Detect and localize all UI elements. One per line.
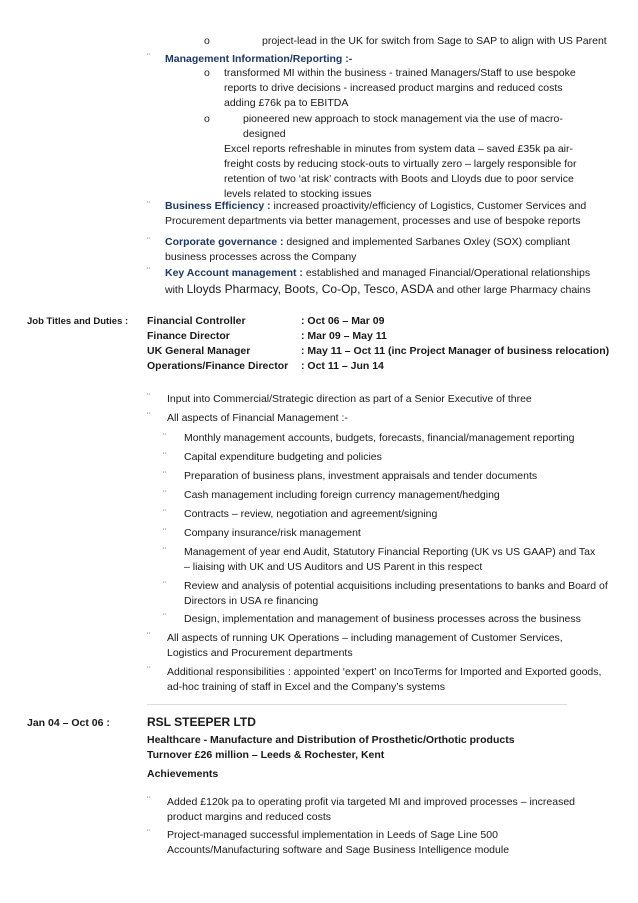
- role-dates: : May 11 – Oct 11 (inc Project Manager of business relocation): [301, 345, 610, 357]
- bullet-icon: ¨: [147, 631, 150, 641]
- section-divider: [147, 704, 567, 705]
- duty-4: Additional responsibilities : appointed ‘expert’ on IncoTerms for Imported and Exported goods, ad-hoc training of staff in Excel and the Company’s systems: [167, 666, 602, 693]
- rsl-company: RSL STEEPER LTD: [147, 715, 256, 729]
- bullet-icon: ¨: [163, 508, 166, 518]
- bullet-icon: ¨: [147, 200, 150, 210]
- mi-item-1: transformed MI within the business - trained Managers/Staff to use bespoke reports to drive decisions - increased product margins and reduced costs adding £76k pa to EBITDA: [224, 67, 576, 109]
- fin-item: Company insurance/risk management: [184, 527, 361, 539]
- sap-item: project-lead in the UK for switch from Sage to SAP to align with US Parent: [262, 35, 607, 47]
- fin-item: Design, implementation and management of business processes across the business: [184, 613, 581, 625]
- bullet-icon: ¨: [147, 665, 150, 675]
- role-title: Operations/Finance Director: [147, 360, 289, 372]
- bullet-icon: ¨: [147, 828, 150, 838]
- key-account-line-1: [165, 266, 590, 281]
- sub-bullet-o: o: [204, 113, 210, 125]
- duty-2: All aspects of Financial Management :-: [167, 412, 348, 424]
- role-dates: : Oct 11 – Jun 14: [301, 360, 384, 372]
- bullet-icon: ¨: [147, 266, 150, 276]
- cg-label: Corporate governance :: [165, 236, 284, 248]
- be-label: Business Efficiency :: [165, 200, 271, 212]
- bullet-icon: ¨: [147, 795, 150, 805]
- ka-text2-pre: with: [165, 284, 187, 296]
- mi-heading: Management Information/Reporting :-: [165, 53, 353, 65]
- be-text: increased proactivity/efficiency of Logistics, Customer Services and Procurement departments via better management, processes and use of bespoke reports: [165, 200, 587, 227]
- ka-text2-names: Lloyds Pharmacy, Boots, Co-Op, Tesco, ASDA: [186, 282, 434, 296]
- mi-item-2: pioneered new approach to stock management via the use of macro-designed: [243, 113, 563, 140]
- role-dates: : Oct 06 – Mar 09: [301, 315, 385, 327]
- sub-bullet-o: o: [204, 35, 210, 47]
- bullet-icon: ¨: [163, 451, 166, 461]
- bullet-icon: ¨: [147, 52, 150, 62]
- rsl-sector: Healthcare - Manufacture and Distribution of Prosthetic/Orthotic products: [147, 734, 515, 746]
- bullet-icon: ¨: [147, 392, 150, 402]
- rsl-dates: Jan 04 – Oct 06 :: [27, 717, 110, 729]
- rsl-item: Added £120k pa to operating profit via targeted MI and improved processes – increased product margins and reduced costs: [167, 796, 575, 823]
- bullet-icon: ¨: [163, 546, 166, 556]
- bullet-icon: ¨: [147, 411, 150, 421]
- fin-item: Review and analysis of potential acquisitions including presentations to banks and Board of Directors in USA re financing: [184, 580, 608, 607]
- job-titles-label: Job Titles and Duties :: [27, 316, 129, 327]
- rsl-turnover: Turnover £26 million – Leeds & Rochester, Kent: [147, 749, 385, 761]
- bullet-icon: ¨: [163, 470, 166, 480]
- fin-item: Management of year end Audit, Statutory Financial Reporting (UK vs US GAAP) and Tax – liaising with UK and US Auditors and US Parent in this respect: [184, 546, 596, 573]
- bullet-icon: ¨: [147, 236, 150, 246]
- bullet-icon: ¨: [163, 612, 166, 622]
- rsl-item: Project-managed successful implementation in Leeds of Sage Line 500 Accounts/Manufacturing software and Sage Business Intelligence module: [167, 829, 510, 856]
- business-efficiency: [165, 199, 605, 229]
- fin-item: Contracts – review, negotiation and agreement/signing: [184, 508, 438, 520]
- role-title: Finance Director: [147, 330, 230, 342]
- fin-item: Preparation of business plans, investment appraisals and tender documents: [184, 470, 538, 482]
- ka-text1: established and managed Financial/Operational relationships: [305, 267, 591, 279]
- bullet-icon: ¨: [163, 489, 166, 499]
- fin-item: Monthly management accounts, budgets, forecasts, financial/management reporting: [184, 432, 575, 444]
- rsl-achievements-heading: Achievements: [147, 768, 219, 780]
- key-account-line-2: [165, 282, 591, 298]
- role-dates: : Mar 09 – May 11: [301, 330, 387, 342]
- sub-bullet-o: o: [204, 67, 210, 79]
- corporate-governance: [165, 235, 585, 265]
- role-title: Financial Controller: [147, 315, 246, 327]
- cg-text: designed and implemented Sarbanes Oxley (SOX) compliant business processes across the Company: [165, 236, 571, 263]
- ka-text2-post: and other large Pharmacy chains: [433, 284, 591, 296]
- bullet-icon: ¨: [163, 580, 166, 590]
- bullet-icon: ¨: [163, 527, 166, 537]
- duty-1: Input into Commercial/Strategic direction as part of a Senior Executive of three: [167, 393, 532, 405]
- duty-3: All aspects of running UK Operations – including management of Customer Services, Logistics and Procurement departments: [167, 632, 563, 659]
- bullet-icon: ¨: [163, 432, 166, 442]
- ka-label: Key Account management :: [165, 267, 303, 279]
- fin-item: Capital expenditure budgeting and policies: [184, 451, 382, 463]
- mi-followup: Excel reports refreshable in minutes from system data – saved £35k pa air-freight costs by reducing stock-outs to virtually zero – largely responsible for retention of two ‘at risk’ contracts with Boots and Lloyds due to poor service levels related to stocking issues: [224, 143, 577, 200]
- fin-item: Cash management including foreign currency management/hedging: [184, 489, 500, 501]
- role-title: UK General Manager: [147, 345, 251, 357]
